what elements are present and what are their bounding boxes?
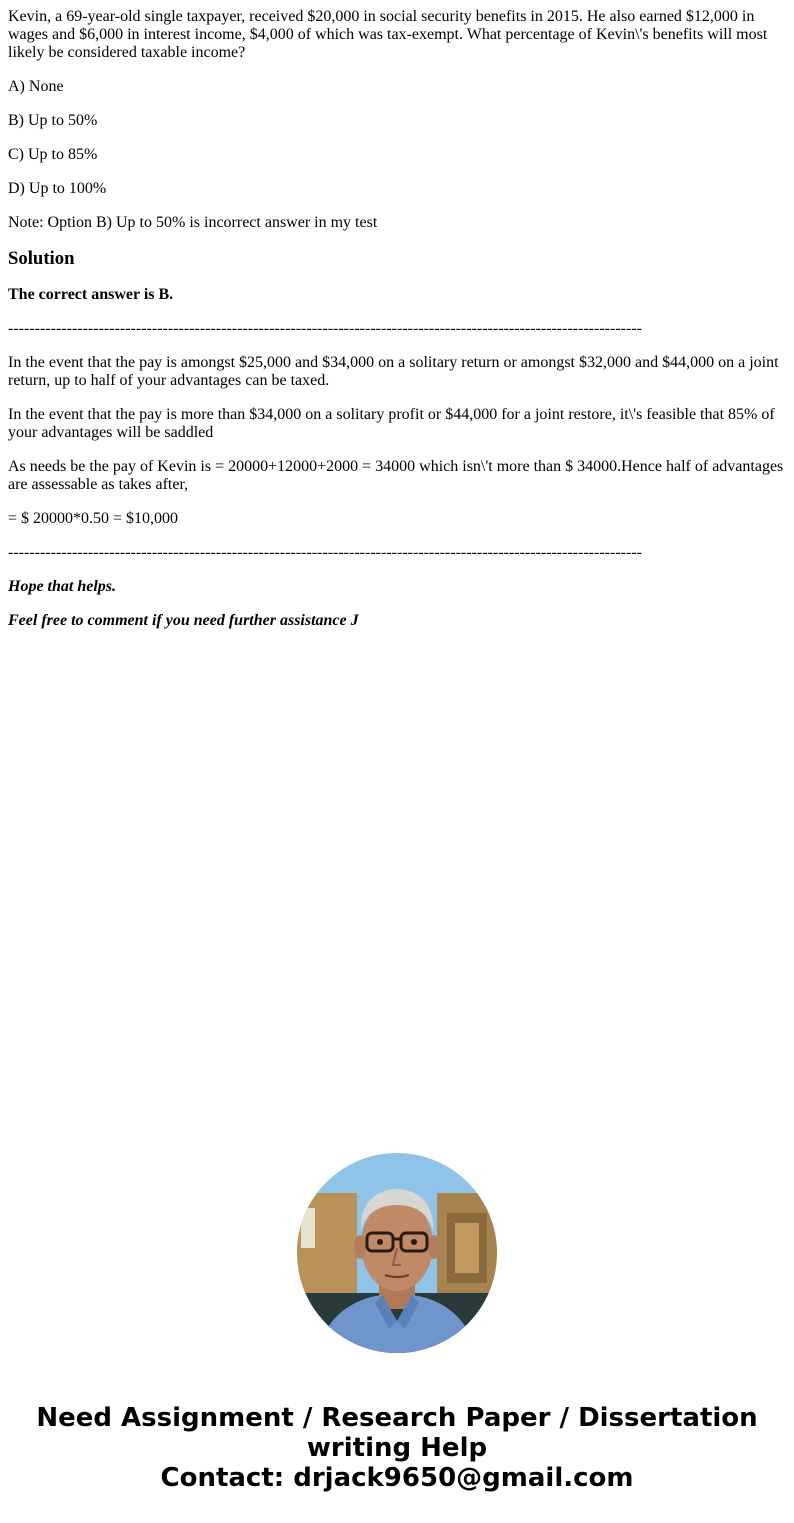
correct-answer: The correct answer is B. [8, 286, 174, 303]
avatar-photo [297, 1153, 497, 1353]
divider-bottom: ----------------------------------------------------------------------------------------------------------------------- [8, 544, 643, 561]
divider-top: ----------------------------------------------------------------------------------------------------------------------- [8, 320, 643, 337]
document-body [8, 8, 786, 646]
banner-line: writing Help [306, 1433, 488, 1463]
question-note: Note: Option B) Up to 50% is incorrect answer in my test [8, 214, 378, 231]
explanation-paragraph: In the event that the pay is amongst $25,000 and $34,000 on a solitary return or amongst $32,000 and $44,000 on a joint return, up to half of your advantages can be taxed. [8, 354, 779, 389]
closing-line: Feel free to comment if you need further assistance J [8, 612, 359, 629]
option-b: B) Up to 50% [8, 112, 98, 129]
explanation-paragraph: In the event that the pay is more than $34,000 on a solitary profit or $44,000 for a joint restore, it\'s feasible that 85% of your advantages will be saddled [8, 406, 775, 441]
banner-line: Need Assignment / Research Paper / Dissertation [36, 1403, 758, 1433]
option-a: A) None [8, 78, 64, 95]
question-text: Kevin, a 69-year-old single taxpayer, received $20,000 in social security benefits in 2015. He also earned $12,000 in wages and $6,000 in interest income, $4,000 of which was tax-exempt. What percentage of Kevin\'s benefits will most likely be considered taxable income? [8, 8, 768, 61]
avatar [297, 1153, 497, 1353]
option-d: D) Up to 100% [8, 180, 107, 197]
closing-line: Hope that helps. [8, 578, 117, 595]
solution-heading: Solution [8, 248, 75, 269]
calculation-line: = $ 20000*0.50 = $10,000 [8, 510, 179, 527]
contact-banner [0, 1403, 794, 1493]
explanation-paragraph: As needs be the pay of Kevin is = 20000+12000+2000 = 34000 which isn\'t more than $ 34000.Hence half of advantages are assessable as takes after, [8, 458, 784, 493]
option-c: C) Up to 85% [8, 146, 98, 163]
contact-email: Contact: drjack9650@gmail.com [160, 1463, 634, 1493]
